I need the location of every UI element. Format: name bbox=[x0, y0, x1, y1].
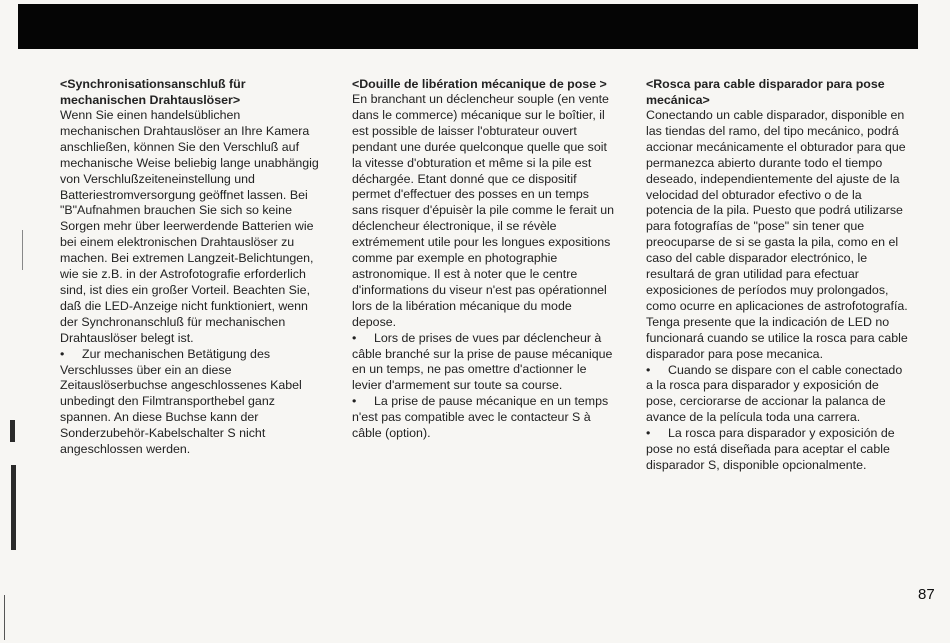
scan-artifact bbox=[4, 595, 5, 640]
spanish-heading: <Rosca para cable disparador para pose mecánica> bbox=[646, 77, 885, 107]
header-bar bbox=[18, 4, 918, 49]
german-body: Wenn Sie einen handelsüblichen mechanischen Drahtauslöser an Ihre Kamera anschließen, können Sie den Verschluß auf mechanische Weise beliebig lange unabhängig von Verschlußzeiteneinstellung und Batteriestromversorgung geöffnet lassen. Bei "B"Aufnahmen brauchen Sie sich so keine Sorgen mehr über leerwerdende Batterien wie bei einem elektronischen Drahtauslöser zu machen. Bei extremen Langzeit-Belichtungen, wie sie z.B. in der Astrofotografie erforderlich sind, ist dies ein großer Vorteil. Beachten Sie, daß die LED-Anzeige nicht funktioniert, wenn der Synchronanschluß für mechanischen Drahtauslöser belegt ist. bbox=[60, 108, 319, 345]
french-heading: <Douille de libération mécanique de pose > bbox=[352, 77, 607, 91]
bullet-icon: • bbox=[352, 394, 357, 409]
spanish-bullet: • La rosca para disparador y exposición de pose no está diseñada para aceptar el cable disparador S, disponible opcionalmente. bbox=[646, 426, 895, 472]
french-column bbox=[352, 76, 614, 442]
spanish-bullet: • Cuando se dispare con el cable conectado a la rosca para disparador y exposición de pose, cerciorarse de accionar la palanca de avance de la película toda una carrera. bbox=[646, 362, 903, 425]
scan-artifact bbox=[11, 465, 16, 550]
bullet-icon: • bbox=[60, 346, 65, 361]
page-number: 87 bbox=[918, 586, 935, 603]
bullet-icon: • bbox=[646, 362, 651, 377]
bullet-icon: • bbox=[352, 330, 357, 345]
german-column bbox=[60, 76, 322, 458]
german-heading: <Synchronisationsanschluß für mechanischen Drahtauslöser> bbox=[60, 77, 246, 107]
french-body: En branchant un déclencheur souple (en vente dans le commerce) mécanique sur le boîtier, il est possible de laisser l'obturateur ouvert pendant une durée quelconque quelle que soit la vitesse d'obturation et même si la pile est déchargée. Etant donné que ce dispositif permet d'effectuer des posses en un temps sans risquer d'épuisèr la pile comme le ferait un déclencheur électronique, il se révèle extrémement utile pour les longues expositions comme par exemple en photographie astronomique. Il est à noter que le centre d'informations du viseur n'est pas opérationnel lors de la libération mécanique du mode depose. bbox=[352, 92, 615, 329]
german-bullet: • Zur mechanischen Betätigung des Verschlusses über ein an diese Zeitauslöserbuchse angeschlossenes Kabel unbedingt den Filmtransporthebel ganz spannen. An diese Buchse kann der Sonderzubehör-Kabelschalter S nicht angeschlossen werden. bbox=[60, 346, 302, 457]
french-bullet: • Lors de prises de vues par déclencheur à câble branché sur la prise de pause mécanique en un temps, ne pas omettre d'actionner le levier d'armement sur toute sa course. bbox=[352, 330, 613, 393]
spanish-body: Conectando un cable disparador, disponible en las tiendas del ramo, del tipo mecánico, podrá accionar mecánicamente el obturador para que permanezca abierto durante todo el tiempo deseado, independientemente del ajuste de la velocidad del obturador efectivo o de la potencia de la pila. Puesto que podrá utilizarse para fotografías de "pose" sin tener que preocuparse de si se gasta la pila, como en el caso del cable disparador electrónico, le resultará de gran utilidad para efectuar exposiciones de períodos muy prolongados, como ocurre en aplicaciones de astrofotografía. Tenga presente que la indicación de LED no funcionará cuando se utilice la rosca para cable disparador para pose mecanica. bbox=[646, 108, 908, 361]
french-bullet: • La prise de pause mécanique en un temps n'est pas compatible avec le contacteur S à câble (option). bbox=[352, 394, 609, 441]
scan-artifact bbox=[10, 420, 15, 442]
spanish-column bbox=[646, 76, 908, 474]
scan-artifact bbox=[22, 230, 23, 270]
bullet-icon: • bbox=[646, 426, 651, 441]
